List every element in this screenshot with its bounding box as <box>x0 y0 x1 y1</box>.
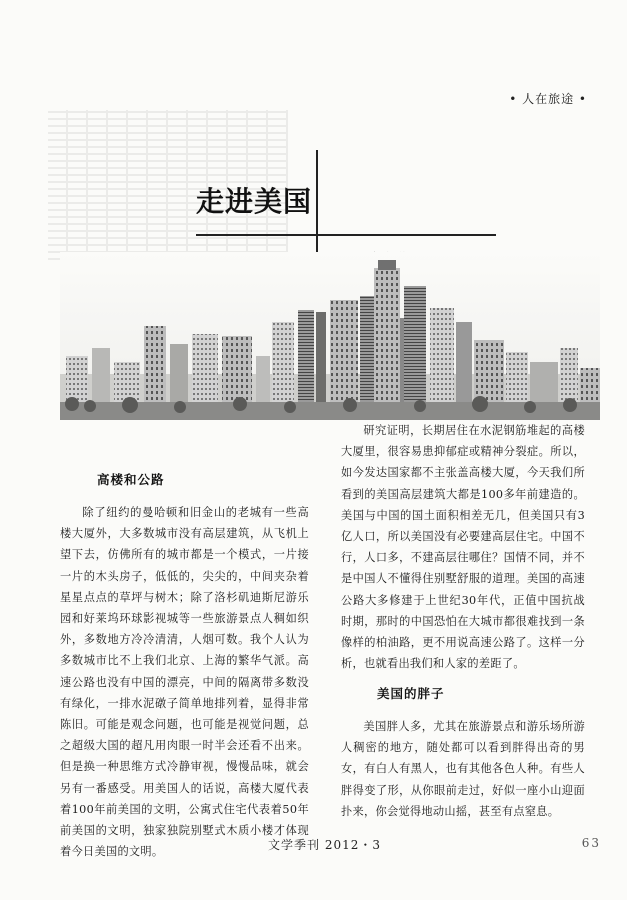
section-tag: • 人在旅途 • <box>509 92 587 106</box>
paragraph: 研究证明，长期居住在水泥钢筋堆起的高楼大厦里，很容易患抑郁症或精神分裂症。所以，如今发达国家都不主张盖高楼大厦，今天我们所看到的美国高层建筑大都是100多年前建造的。美国与中国的国土面积相差无几，但美国只有3亿人口，所以美国没有必要建高层住宅。中国不行，人口多，不建高层往哪住？国情不同，并不是中国人不懂得住别墅舒服的道理。美国的高速公路大多修建于上世纪30年代，正值中国抗战时期，那时的中国恐怕在大城市都很难找到一条像样的柏油路，更不用说高速公路了。这样一分析，也就看出我们和人家的差距了。 <box>341 424 585 671</box>
paragraph: 除了纽约的曼哈顿和旧金山的老城有一些高楼大厦外，大多数城市没有高层建筑，从飞机上望下去，仿佛所有的城市都是一个模式，一片接一片的木头房子，低低的，尖尖的，中间夹杂着星星点点的草坪与树木；除了洛杉矶迪斯尼游乐园和好莱坞环球影视城等一些旅游景点人稠如织外，多数地方冷冷清清，人烟可数。我个人认为多数城市比不上我们北京、上海的繁华气派。高速公路也没有中国的漂亮，中间的隔离带多数没有绿化，一排水泥礅子简单地排列着，显得非常陈旧。可能是观念问题，也可能是视觉问题，总之超级大国的超凡用肉眼一时半会还看不出来。但是换一种思维方式冷静审视，慢慢品味，就会另有一番感受。用美国人的话说，高楼大厦代表着100年前美国的文明，公寓式住宅代表着50年前美国的文明，独家独院别墅式木质小楼才体现着今日美国的文明。 <box>60 506 309 859</box>
journal-footer: 文学季刊 2012・3 <box>268 838 381 852</box>
section-heading-1: 高楼和公路 <box>97 472 165 487</box>
page-number: 63 <box>581 836 601 850</box>
left-column-text <box>60 502 309 862</box>
section-heading-2: 美国的胖子 <box>377 686 445 701</box>
paragraph: 美国胖人多，尤其在旅游景点和游乐场所游人稠密的地方，随处都可以看到胖得出奇的男女，有白人有黑人，也有其他各色人种。有些人胖得变了形，从你眼前走过，好似一座小山迎面扑来，你会觉得地动山摇，甚至有点窒息。 <box>341 720 585 818</box>
right-column-top-text <box>341 420 585 674</box>
article-title: 走进美国 <box>196 185 313 218</box>
city-skyline-image <box>60 252 600 420</box>
right-column-bottom-text <box>341 716 585 822</box>
title-horizontal-rule <box>196 234 496 236</box>
